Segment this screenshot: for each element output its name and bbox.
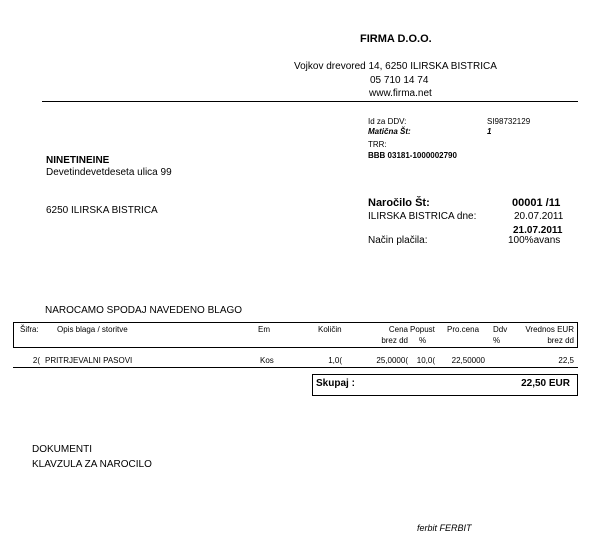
row-value: 22,5 [558, 356, 574, 365]
row-code: 2( [32, 356, 40, 365]
row-price: 25,0000( [376, 356, 408, 365]
vat-label: Id za DDV: [368, 117, 407, 126]
col-code-header: Šifra: [20, 325, 39, 334]
total-label: Skupaj : [316, 378, 355, 389]
row-netprice: 22,50000 [451, 356, 485, 365]
col-value-subheader: brez dd [547, 336, 574, 345]
payment-value: 100%avans [508, 235, 561, 246]
order-number-value: 00001 /11 [512, 197, 561, 209]
company-name: FIRMA D.O.O. [360, 33, 432, 45]
documents-clause: KLAVZULA ZA NAROCILO [32, 459, 152, 470]
vat-value: SI98732129 [487, 117, 531, 126]
col-qty-header: Količin [318, 325, 342, 334]
intro-text: NAROCAMO SPODAJ NAVEDENO BLAGO [45, 305, 243, 316]
total-value: 22,50 EUR [521, 378, 570, 389]
order-date-value: 20.07.2011 [514, 211, 564, 222]
payment-label: Način plačila: [368, 235, 428, 246]
signature: ferbit FERBIT [417, 523, 472, 533]
col-desc-header: Opis blaga / storitve [57, 325, 128, 334]
reg-label: Matična Št: [368, 127, 411, 136]
row-qty: 1,0( [328, 356, 342, 365]
company-web: www.firma.net [369, 88, 432, 99]
col-unit-header: Em [258, 325, 270, 334]
company-address: Vojkov drevored 14, 6250 ILIRSKA BISTRICA [294, 61, 497, 72]
order-number-label: Naročilo Št: [368, 197, 430, 209]
col-vat-header: Ddv [493, 325, 508, 334]
trr-value: BBB 03181-1000002790 [368, 151, 457, 160]
col-discount-header: Popust [410, 325, 435, 334]
col-vat-subheader: % [493, 336, 501, 345]
customer-city: 6250 ILIRSKA BISTRICA [46, 205, 158, 216]
order-due-date: 21.07.2011 [513, 225, 563, 236]
row-divider [13, 367, 578, 368]
col-netprice-header: Pro.cena [447, 325, 480, 334]
row-unit: Kos [260, 356, 274, 365]
col-discount-subheader: % [419, 336, 427, 345]
col-value-header: Vrednos EUR [525, 325, 574, 334]
col-price-subheader: brez dd [381, 336, 408, 345]
row-discount: 10,0( [416, 356, 435, 365]
customer-name: NINETINEINE [46, 155, 110, 166]
trr-label: TRR: [368, 140, 387, 149]
order-place-date-label: ILIRSKA BISTRICA dne: [368, 211, 477, 222]
header-divider [42, 101, 578, 102]
reg-value: 1 [487, 127, 492, 136]
company-phone: 05 710 14 74 [370, 75, 429, 86]
col-price-header: Cena [388, 325, 408, 334]
documents-title: DOKUMENTI [32, 444, 92, 455]
customer-street: Devetindevetdeseta ulica 99 [46, 167, 172, 178]
row-desc: PRITRJEVALNI PASOVI [45, 356, 133, 365]
